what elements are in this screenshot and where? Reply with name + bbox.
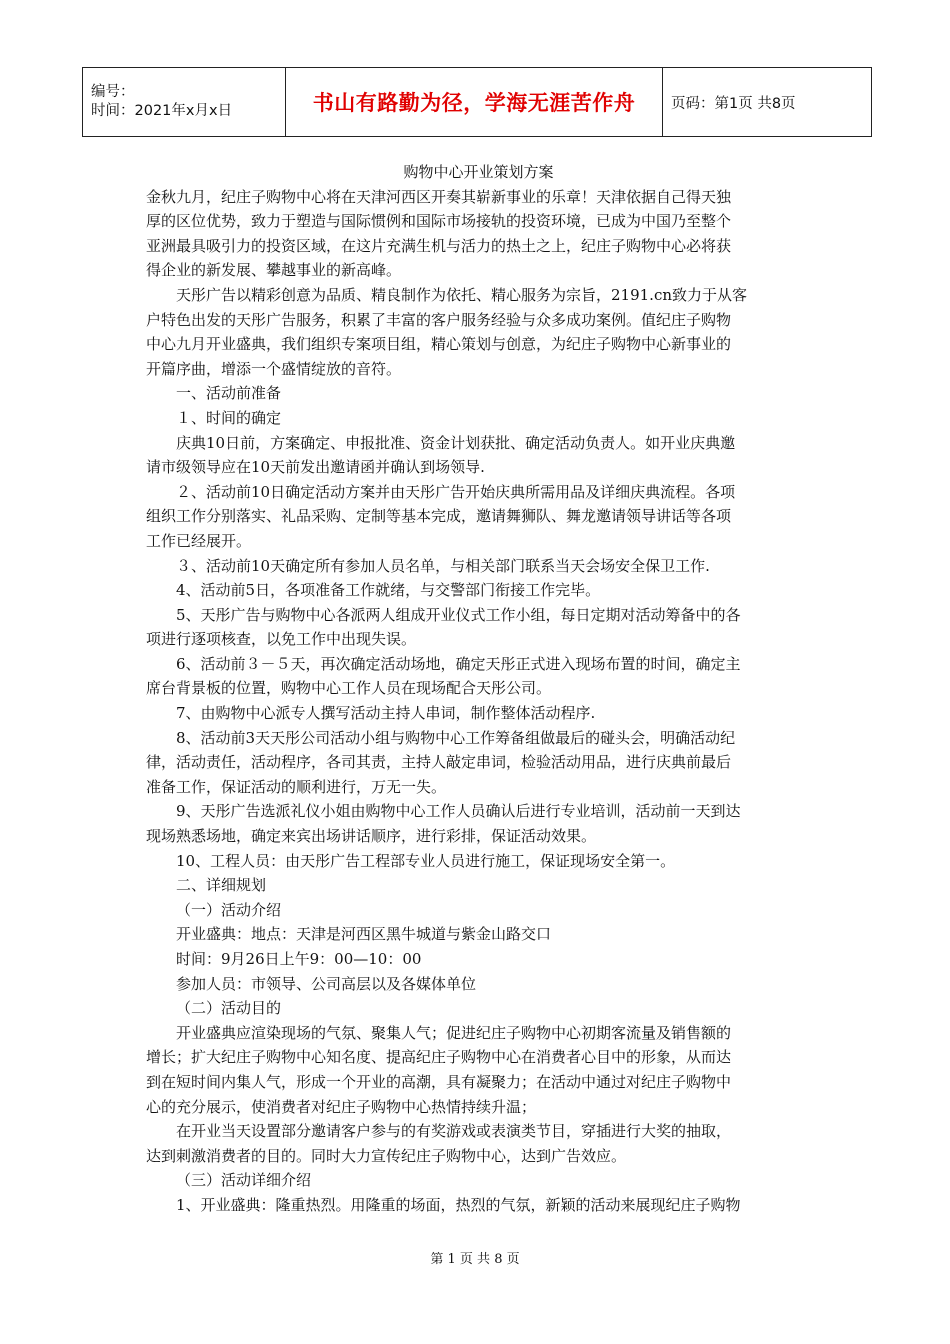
text-line: 请市级领导应在10天前发出邀请函并确认到场领导. [146, 458, 485, 477]
text-line: 现场熟悉场地，确定来宾出场讲话顺序，进行彩排，保证活动效果。 [146, 827, 597, 846]
text-line: 8、活动前3天天彤公司活动小组与购物中心工作筹备组做最后的碰头会，明确活动纪 [176, 728, 736, 747]
text-line: 项进行逐项核查，以免工作中出现失误。 [146, 630, 417, 649]
text-line: 6、活动前３－５天，再次确定活动场地，确定天彤正式进入现场布置的时间，确定主 [176, 654, 741, 673]
text-line: 席台背景板的位置，购物中心工作人员在现场配合天彤公司。 [146, 679, 552, 698]
text-line: 9、天彤广告选派礼仪小姐由购物中心工作人员确认后进行专业培训，活动前一天到达 [176, 802, 741, 821]
document-date-label: 时间：2021年x月x日 [91, 103, 233, 119]
text-line: 厚的区位优势，致力于塑造与国际惯例和国际市场接轨的投资环境，已成为中国乃至整个 [146, 212, 732, 231]
header-left-cell [83, 68, 286, 137]
text-line: 10、工程人员：由天彤广告工程部专业人员进行施工，保证现场安全第一。 [176, 851, 676, 870]
text-line: 1、开业盛典：隆重热烈。用隆重的场面，热烈的气氛，新颖的活动来展现纪庄子购物 [176, 1195, 741, 1214]
text-line: 开篇序曲，增添一个盛情绽放的音符。 [146, 359, 402, 378]
text-line: 律，活动责任，活动程序，各司其责，主持人敲定串词，检验活动用品，进行庆典前最后 [146, 753, 732, 772]
text-line: 达到刺激消费者的目的。同时大力宣传纪庄子购物中心，达到广告效应。 [146, 1146, 627, 1165]
text-line: 天彤广告以精彩创意为品质、精良制作为依托、精心服务为宗旨，2191.cn致力于从客 [176, 285, 748, 304]
text-line: 亚洲最具吸引力的投资区域，在这片充满生机与活力的热土之上，纪庄子购物中心必将获 [146, 236, 732, 255]
text-line: 开业盛典应渲染现场的气氛、聚集人气；促进纪庄子购物中心初期客流量及销售额的 [176, 1023, 732, 1042]
text-line: 4、活动前5日，各项准备工作就绪，与交警部门衔接工作完毕。 [176, 581, 601, 600]
text-line: 二、详细规划 [176, 876, 267, 895]
text-line: 参加人员：市领导、公司高层以及各媒体单位 [176, 974, 477, 993]
document-number-label: 编号： [91, 84, 135, 100]
text-line: 金秋九月，纪庄子购物中心将在天津河西区开奏其崭新事业的乐章！天津依据自己得天独 [146, 187, 732, 206]
text-line: 户特色出发的天彤广告服务，积累了丰富的客户服务经验与众多成功案例。值纪庄子购物 [146, 310, 732, 329]
text-line: 庆典10日前，方案确定、申报批准、资金计划获批、确定活动负责人。如开业庆典邀 [176, 433, 736, 452]
header-motto: 书山有路勤为径，学海无涯苦作舟 [286, 68, 663, 137]
text-line: 增长；扩大纪庄子购物中心知名度、提高纪庄子购物中心在消费者心目中的形象，从而达 [146, 1048, 732, 1067]
text-line: 7、由购物中心派专人撰写活动主持人串词，制作整体活动程序. [176, 704, 596, 723]
text-line: 工作已经展开。 [146, 531, 252, 550]
text-line: 准备工作，保证活动的顺利进行，万无一失。 [146, 777, 447, 796]
text-line: 一、活动前准备 [176, 384, 282, 403]
text-line: 心的充分展示，使消费者对纪庄子购物中心热情持续升温； [146, 1097, 537, 1116]
text-line: 5、天彤广告与购物中心各派两人组成开业仪式工作小组，每日定期对活动筹备中的各 [176, 605, 741, 624]
text-line: 到在短时间内集人气，形成一个开业的高潮，具有凝聚力；在活动中通过对纪庄子购物中 [146, 1072, 732, 1091]
page-footer: 第 1 页 共 8 页 [430, 1252, 520, 1267]
text-line: 中心九月开业盛典，我们组织专案项目组，精心策划与创意，为纪庄子购物中心新事业的 [146, 335, 732, 354]
text-line: 时间：9月26日上午9：00—10：00 [176, 950, 422, 968]
text-line: （三）活动详细介绍 [176, 1171, 312, 1190]
text-line: 开业盛典：地点：天津是河西区黑牛城道与紫金山路交口 [176, 925, 552, 944]
text-line: ２、活动前10日确定活动方案并由天彤广告开始庆典所需用品及详细庆典流程。各项 [176, 482, 736, 501]
header-table [82, 67, 872, 137]
header-page-info: 页码：第1页 共8页 [663, 68, 872, 137]
document-body [146, 160, 811, 1218]
text-line: １、时间的确定 [176, 408, 282, 427]
text-line: （一）活动介绍 [176, 900, 282, 919]
text-line: （二）活动目的 [176, 999, 282, 1018]
document-title: 购物中心开业策划方案 [403, 163, 554, 181]
text-line: 得企业的新发展、攀越事业的新高峰。 [146, 261, 402, 280]
text-line: 组织工作分别落实、礼品采购、定制等基本完成，邀请舞狮队、舞龙邀请领导讲话等各项 [146, 507, 732, 526]
text-line: ３、活动前10天确定所有参加人员名单，与相关部门联系当天会场安全保卫工作. [176, 556, 710, 575]
text-line: 在开业当天设置部分邀请客户参与的有奖游戏或表演类节目，穿插进行大奖的抽取， [176, 1122, 732, 1141]
